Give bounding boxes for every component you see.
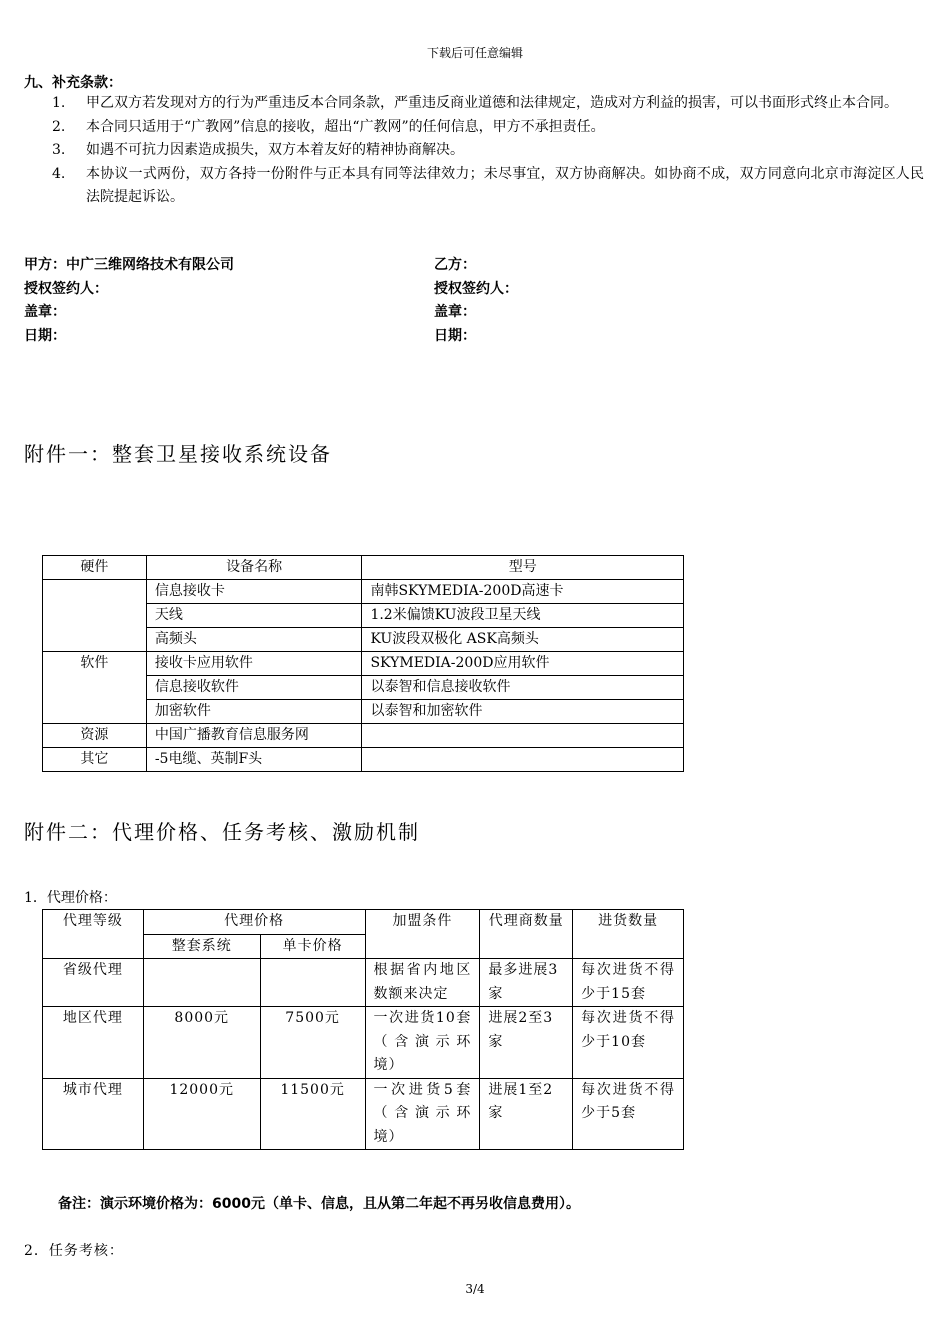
device-name-cell: 信息接收软件 [146,676,362,700]
purchase-cell: 每次进货不得少于10套 [573,1007,684,1079]
clause-item [24,116,924,140]
header-cell: 整套系统 [143,934,260,959]
header-cell: 硬件 [43,556,147,580]
table-row [43,1078,684,1150]
header-cell: 代理价格 [143,910,365,935]
party-b-name: 乙方： [434,257,476,273]
party-b-block [434,254,518,348]
supplement-title: 九、补充条款： [24,75,122,91]
table-row [43,556,684,580]
agent-price-table [42,909,684,1150]
category-cell: 资源 [43,724,147,748]
device-name-cell: 加密软件 [146,700,362,724]
condition-cell: 根据省内地区数额来决定 [365,959,480,1007]
condition-cell: 一次进货10套（含演示环境） [365,1007,480,1079]
table-row [43,959,684,1007]
level-cell: 地区代理 [43,1007,144,1079]
level-cell: 省级代理 [43,959,144,1007]
device-name-cell: -5电缆、英制F头 [146,748,362,772]
equipment-table [42,555,684,772]
clause-number: 3. [52,142,66,158]
party-a-seal: 盖章： [24,304,66,320]
header-cell: 设备名称 [146,556,362,580]
party-a-name: 甲方：中广三维网络技术有限公司 [24,257,234,273]
model-cell: 以泰智和信息接收软件 [362,676,684,700]
clause-number: 1. [52,95,66,111]
device-name-cell: 信息接收卡 [146,580,362,604]
header-cell: 型号 [362,556,684,580]
count-cell: 进展2至3家 [480,1007,573,1079]
party-a-block [24,254,234,348]
appendix2-title: 附件二：代理价格、任务考核、激励机制 [24,820,420,844]
model-cell: 南韩SKYMEDIA-200D高速卡 [362,580,684,604]
header-cell: 代理商数量 [480,910,573,959]
clause-number: 4. [52,165,66,182]
device-name-cell: 接收卡应用软件 [146,652,362,676]
category-cell [43,580,147,652]
header-cell: 加盟条件 [365,910,480,959]
device-name-cell: 高频头 [146,628,362,652]
table-row [43,748,684,772]
full-set-price-cell: 12000元 [143,1078,260,1150]
header-cell: 代理等级 [43,910,144,959]
clause-text: 本合同只适用于“广教网”信息的接收，超出“广教网”的任何信息，甲方不承担责任。 [86,118,605,135]
table-row [43,652,684,676]
clause-item [24,92,924,116]
page-number: 3/4 [465,1282,485,1296]
header-cell: 进货数量 [573,910,684,959]
count-cell: 进展1至2家 [480,1078,573,1150]
agent-price-subtitle: 1．代理价格： [24,890,117,906]
clause-text: 本协议一式两份，双方各持一份附件与正本具有同等法律效力；未尽事宜，双方协商解决。如协商不成，双方同意向北京市海淀区人民法院提起诉讼。 [86,165,924,205]
clause-number: 2. [52,118,66,135]
count-cell: 最多进展3家 [480,959,573,1007]
model-cell: 以泰智和加密软件 [362,700,684,724]
party-b-seal: 盖章： [434,304,476,320]
table-row [43,724,684,748]
category-cell: 其它 [43,748,147,772]
appendix1-title: 附件一：整套卫星接收系统设备 [24,442,332,466]
single-card-price-cell: 11500元 [260,1078,365,1150]
party-a-date: 日期： [24,327,66,344]
single-card-price-cell: 7500元 [260,1007,365,1079]
party-b-date: 日期： [434,327,476,344]
demo-price-remark: 备注：演示环境价格为：6000元（单卡、信息，且从第二年起不再另收信息费用）。 [58,1196,580,1212]
model-cell: KU波段双极化 ASK高频头 [362,628,684,652]
supplement-clauses [24,92,924,210]
party-b-signer: 授权签约人： [434,280,518,297]
task-assessment-subtitle: 2．任务考核： [24,1243,124,1259]
device-name-cell: 中国广播教育信息服务网 [146,724,362,748]
single-card-price-cell [260,959,365,1007]
clause-item [24,139,924,163]
model-cell [362,724,684,748]
clause-text: 甲乙双方若发现对方的行为严重违反本合同条款，严重违反商业道德和法律规定，造成对方利益的损害，可以书面形式终止本合同。 [86,95,898,111]
table-row [43,910,684,935]
model-cell: 1.2米偏馈KU波段卫星天线 [362,604,684,628]
model-cell [362,748,684,772]
clause-item [24,163,924,210]
purchase-cell: 每次进货不得少于5套 [573,1078,684,1150]
level-cell: 城市代理 [43,1078,144,1150]
header-note: 下载后可任意编辑 [426,46,523,60]
category-cell: 软件 [43,652,147,724]
full-set-price-cell [143,959,260,1007]
full-set-price-cell: 8000元 [143,1007,260,1079]
model-cell: SKYMEDIA-200D应用软件 [362,652,684,676]
header-cell: 单卡价格 [260,934,365,959]
purchase-cell: 每次进货不得少于15套 [573,959,684,1007]
clause-text: 如遇不可抗力因素造成损失，双方本着友好的精神协商解决。 [86,142,464,158]
table-row [43,580,684,604]
party-a-signer: 授权签约人： [24,280,108,297]
table-row [43,1007,684,1079]
condition-cell: 一次进货5套（含演示环境） [365,1078,480,1150]
device-name-cell: 天线 [146,604,362,628]
